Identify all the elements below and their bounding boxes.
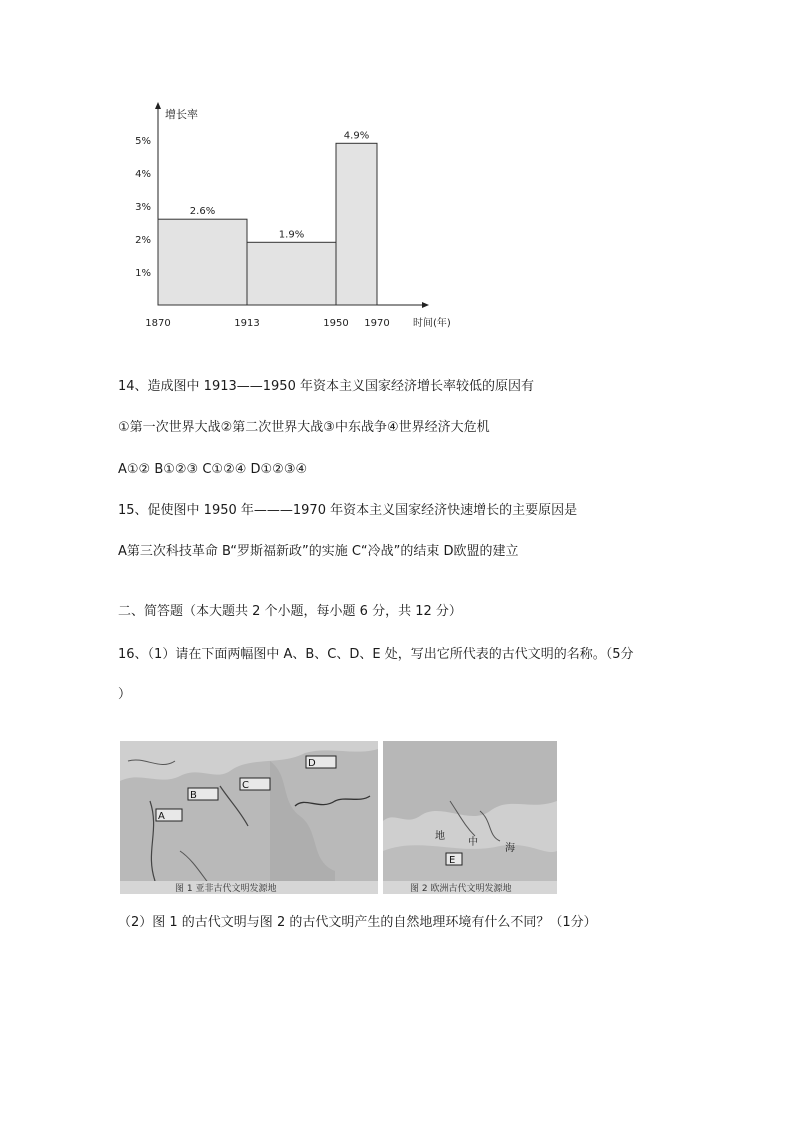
sea-label-hai: 海 [505,843,515,854]
map-label-a: A [158,811,165,822]
maps-svg [120,741,557,894]
y-tick-label: 2% [135,235,151,246]
q15-stem: 15、促使图中 1950 年———1970 年资本主义国家经济快速增长的主要原因是 [118,503,578,518]
x-tick-label: 1870 [145,318,171,329]
ancient-civilization-maps [120,741,557,894]
map-label-e: E [449,855,456,866]
q14-items: ①第一次世界大战②第二次世界大战③中东战争④世界经济大危机 [118,420,490,435]
sea-label-zhong: 中 [468,837,478,848]
fig2-caption: 图 2 欧洲古代文明发源地 [410,884,512,894]
map-label-d: D [308,758,316,769]
sea-label-di: 地 [435,831,445,842]
bar-value-label: 4.9% [343,130,370,142]
section-2-heading: 二、简答题（本大题共 2 个小题，每小题 6 分，共 12 分） [118,604,462,619]
x-tick-label: 1913 [234,318,260,329]
q16-part1: 16、（1）请在下面两幅图中 A、B、C、D、E 处，写出它所代表的古代文明的名称。（5分 [118,647,634,662]
bar [247,242,336,305]
fig2-map [383,741,557,894]
q15-options: A第三次科技革命 B“罗斯福新政”的实施 C“冷战”的结束 D欧盟的建立 [118,544,519,559]
growth-rate-chart [125,100,465,340]
bar [336,143,377,305]
x-tick-label: 1970 [364,318,390,329]
x-axis-arrow [422,302,429,308]
y-tick-label: 3% [135,202,151,213]
q14-stem: 14、造成图中 1913——1950 年资本主义国家经济增长率较低的原因有 [118,379,534,394]
fig1-caption: 图 1 亚非古代文明发源地 [175,884,277,894]
x-axis-title: 时间(年) [413,318,451,329]
chart-svg [125,100,465,340]
fig1-map [120,741,378,894]
y-tick-label: 5% [135,136,151,147]
bar-value-label: 1.9% [278,229,305,241]
y-axis-title: 增长率 [165,108,198,121]
y-tick-label: 4% [135,169,151,180]
y-axis-arrow [155,102,161,109]
bar [158,219,247,305]
q14-options: A①② B①②③ C①②④ D①②③④ [118,462,308,477]
x-tick-label: 1950 [323,318,349,329]
map-label-c: C [242,780,249,791]
y-tick-label: 1% [135,268,151,279]
map-label-b: B [190,790,197,801]
bar-value-label: 2.6% [189,206,216,218]
q16-part1-cont: ） [118,687,132,702]
q16-part2: （2）图 1 的古代文明与图 2 的古代文明产生的自然地理环境有什么不同？（1分） [118,915,597,930]
